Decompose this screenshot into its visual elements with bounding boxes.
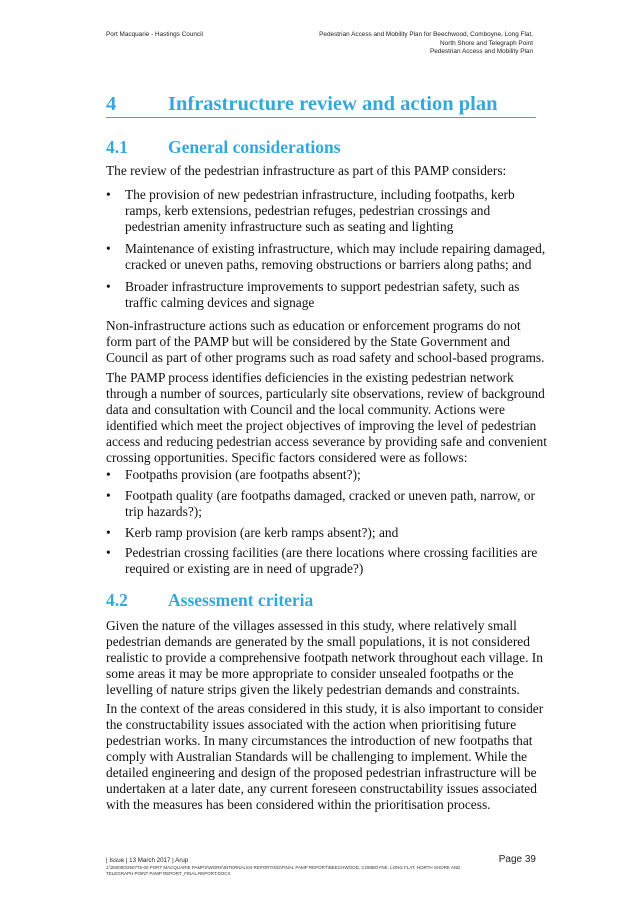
page-number: Page 39: [498, 854, 536, 865]
text-line: Pedestrian crossing facilities (are there locations where crossing facilities are: [125, 545, 538, 560]
bullet-icon: •: [106, 545, 111, 560]
text-line: The provision of new pedestrian infrastructure, including footpaths, kerb: [125, 187, 515, 202]
list-item: [106, 241, 546, 273]
footer-path-line: J:\250000\250775-00 PORT MACQUARIE PAMPS\WORK\INTERNAL\04 REPORTING\FINAL PAMP REPORT\BEECHWOOD, COMBOYNE, LONG FLAT, NORTH SHORE AND: [106, 865, 461, 870]
text-line: ramps, kerb extensions, pedestrian refuges, pedestrian crossings and: [125, 203, 491, 218]
text-line: Council as part of other programs such as road safety and school-based programs.: [106, 350, 545, 365]
section-heading-rule: [106, 117, 536, 118]
text-line: pedestrian amenity infrastructure such as seating and lighting: [125, 219, 454, 234]
footer-issue-info: | Issue | 13 March 2017 | Arup: [106, 857, 189, 864]
text-line: required or existing are in need of upgrade?): [125, 561, 364, 576]
bullet-icon: •: [106, 467, 111, 482]
text-line: detailed engineering and design of the proposed pedestrian infrastructure will be: [106, 765, 537, 780]
paragraph-village-nature: [106, 618, 546, 698]
text-line: trip hazards?);: [125, 504, 202, 519]
bullet-icon: •: [106, 187, 111, 202]
text-line: traffic calming devices and signage: [125, 295, 315, 310]
header-title-line: North Shore and Telegraph Point: [440, 39, 533, 47]
bullet-icon: •: [106, 488, 111, 503]
text-line: levelling of nature strips given the likely pedestrian demands and constraints.: [106, 682, 520, 697]
text-line: Footpath quality (are footpaths damaged, cracked or uneven path, narrow, or: [125, 488, 536, 503]
text-line: pedestrian demands are generated by the small populations, it is not considered: [106, 634, 530, 649]
text-line: the constructability issues associated with the action when prioritising future: [106, 717, 517, 732]
text-line: The PAMP process identifies deficiencies in the existing pedestrian network: [106, 370, 514, 385]
list-item: [106, 467, 546, 483]
text-line: The review of the pedestrian infrastructure as part of this PAMP considers:: [106, 163, 507, 178]
section-heading: [106, 93, 536, 116]
text-line: Footpaths provision (are footpaths absent?);: [125, 467, 361, 482]
text-line: identified which meet the project objectives of improving the level of pedestrian: [106, 418, 537, 433]
bullet-icon: •: [106, 525, 111, 540]
subsection-title: Assessment criteria: [168, 590, 314, 610]
text-line: through a number of sources, particularly site observations, review of background: [106, 386, 545, 401]
section-title: Infrastructure review and action plan: [168, 93, 498, 115]
paragraph-constructability: [106, 701, 546, 813]
text-line: Kerb ramp provision (are kerb ramps absent?); and: [125, 525, 399, 540]
section-number: 4: [106, 93, 117, 115]
text-line: Broader infrastructure improvements to support pedestrian safety, such as: [125, 279, 520, 294]
text-line: data and consultation with Council and the local community. Actions were: [106, 402, 505, 417]
bullet-icon: •: [106, 279, 111, 294]
subsection-title: General considerations: [168, 137, 341, 157]
text-line: In the context of the areas considered in this study, it is also important to consider: [106, 701, 544, 716]
text-line: cracked or uneven paths, removing obstructions or barriers along paths; and: [125, 257, 532, 272]
text-line: form part of the PAMP but will be considered by the State Government and: [106, 334, 510, 349]
bullet-icon: •: [106, 241, 111, 256]
header-organisation: Port Macquarie - Hastings Council: [106, 31, 203, 38]
subsection-heading-4-1: [106, 137, 536, 158]
text-line: Non-infrastructure actions such as education or enforcement programs do not: [106, 318, 521, 333]
footer-file-path: [106, 865, 460, 877]
text-line: with the measures has been considered within the prioritisation process.: [106, 797, 491, 812]
text-line: realistic to provide a comprehensive footpath network throughout each village. In: [106, 650, 543, 665]
text-line: undertaken at a later date, any current foreseen constructability issues associated: [106, 781, 537, 796]
paragraph-pamp-process: [106, 370, 546, 466]
list-item: [106, 525, 546, 541]
list-item: [106, 187, 546, 235]
subsection-number: 4.2: [106, 590, 128, 610]
footer-path-line: TELEGRAPH POINT PAMP REPORT_FINAL REPORT.DOCX: [106, 871, 231, 876]
text-line: pedestrian works. In many circumstances the introduction of new footpaths that: [106, 733, 533, 748]
list-item: [106, 545, 546, 577]
subsection-heading-4-2: [106, 590, 536, 611]
list-item: [106, 279, 546, 311]
header-title-line: Pedestrian Access and Mobility Plan: [429, 48, 533, 56]
header-document-title: [319, 31, 533, 57]
text-line: some areas it may be more appropriate to consider unsealed footpaths or the: [106, 666, 514, 681]
text-line: Maintenance of existing infrastructure, which may include repairing damaged,: [125, 241, 546, 256]
text-line: Given the nature of the villages assessed in this study, where relatively small: [106, 618, 517, 633]
text-line: comply with Australian Standards will be challenging to implement. While the: [106, 749, 528, 764]
subsection-number: 4.1: [106, 137, 128, 157]
list-item: [106, 488, 546, 520]
header-title-line: Pedestrian Access and Mobility Plan for Beechwood, Comboyne, Long Flat,: [319, 31, 533, 38]
text-line: crossing opportunities. Specific factors considered were as follows:: [106, 450, 468, 465]
paragraph-non-infrastructure: [106, 318, 546, 366]
text-line: access and reducing pedestrian access severance by providing safe and convenient: [106, 434, 547, 449]
paragraph-intro: [106, 163, 546, 179]
